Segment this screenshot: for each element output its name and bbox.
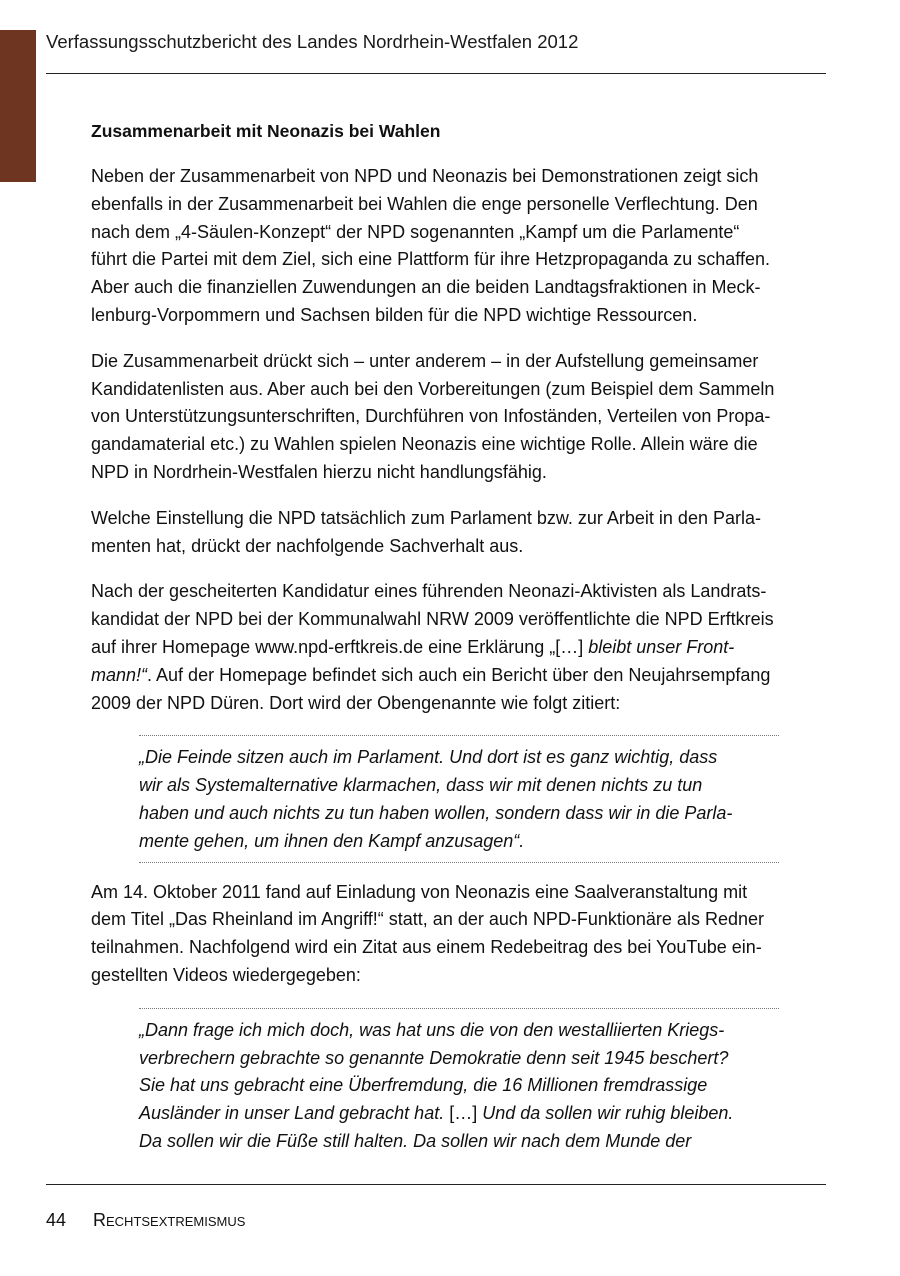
- block-quote-2: [139, 1008, 779, 1162]
- text-line: Die Zusammenarbeit drückt sich – unter anderem – in der Aufstellung gemeinsamer: [91, 350, 759, 371]
- text-line: führt die Partei mit dem Ziel, sich eine Plattform für ihre Hetzpropaganda zu schaffen.: [91, 249, 770, 270]
- text-line: teilnahmen. Nachfolgend wird ein Zitat aus einem Redebeitrag des bei YouTube ein-: [91, 937, 762, 958]
- text-line: von Unterstützungsunterschriften, Durchführen von Infoständen, Verteilen von Propa-: [91, 406, 771, 427]
- text-line: gandamaterial etc.) zu Wahlen spielen Neonazis eine wichtige Rolle. Allein wäre die: [91, 434, 758, 455]
- quote-line: haben und auch nichts zu tun haben wollen, sondern dass wir in die Parla-: [139, 802, 733, 823]
- paragraph-4: [91, 578, 831, 717]
- quote-line: wir als Systemalternative klarmachen, dass wir mit denen nichts zu tun: [139, 775, 703, 796]
- text-line: Nach der gescheiterten Kandidatur eines führenden Neonazi-Aktivisten als Landrats-: [91, 581, 767, 602]
- text-segment: Und da sollen wir ruhig bleiben.: [477, 1103, 734, 1124]
- block-quote-1: [139, 735, 779, 862]
- text-line: NPD in Nordrhein-Westfalen hierzu nicht handlungsfähig.: [91, 461, 547, 482]
- quote-line: Da sollen wir die Füße still halten. Da sollen wir nach dem Munde der: [139, 1130, 692, 1151]
- text-line: ebenfalls in der Zusammenarbeit bei Wahlen die enge personelle Verflechtung. Den: [91, 193, 758, 214]
- quote-line: mente gehen, um ihnen den Kampf anzusagen“.: [139, 830, 525, 851]
- text-line: Am 14. Oktober 2011 fand auf Einladung von Neonazis eine Saalveranstaltung mit: [91, 881, 748, 902]
- paragraph-3: [91, 505, 831, 561]
- quoted-phrase: mann!“: [91, 664, 148, 685]
- paragraph-5: [91, 879, 831, 990]
- section-heading: Zusammenarbeit mit Neonazis bei Wahlen: [91, 121, 441, 141]
- header-divider: [46, 73, 826, 74]
- text-line: Welche Einstellung die NPD tatsächlich zum Parlament bzw. zur Arbeit in den Parla-: [91, 507, 761, 528]
- page-content: [91, 117, 831, 1178]
- footer-section-label: Rechtsextremismus: [93, 1210, 246, 1230]
- quoted-phrase: bleibt unser Front-: [588, 636, 735, 657]
- text-line: nach dem „4-Säulen-Konzept“ der NPD sogenannten „Kampf um die Parlamente“: [91, 221, 740, 242]
- text-segment: Ausländer in unser Land gebracht hat.: [139, 1103, 450, 1124]
- omission-marker: […]: [449, 1103, 478, 1124]
- text-line: menten hat, drückt der nachfolgende Sachverhalt aus.: [91, 535, 524, 556]
- paragraph-1: [91, 163, 831, 330]
- quote-line: [139, 1100, 779, 1128]
- quote-line: Sie hat uns gebracht eine Überfremdung, die 16 Millionen fremdrassige: [139, 1075, 708, 1096]
- footer-divider: [46, 1184, 826, 1185]
- running-header-title: Verfassungsschutzbericht des Landes Nordrhein-Westfalen 2012: [46, 31, 579, 52]
- text-line: Neben der Zusammenarbeit von NPD und Neonazis bei Demonstrationen zeigt sich: [91, 166, 759, 186]
- text-line: 2009 der NPD Düren. Dort wird der Obengenannte wie folgt zitiert:: [91, 692, 621, 713]
- text-line: dem Titel „Das Rheinland im Angriff!“ statt, an der auch NPD-Funktionäre als Redner: [91, 909, 764, 930]
- text-line: Kandidatenlisten aus. Aber auch bei den Vorbereitungen (zum Beispiel dem Sammeln: [91, 378, 775, 399]
- paragraph-2: [91, 348, 831, 487]
- text-line: Aber auch die finanziellen Zuwendungen an die beiden Landtagsfraktionen in Meck-: [91, 277, 761, 298]
- text-line: lenburg-Vorpommern und Sachsen bilden für die NPD wichtige Ressourcen.: [91, 304, 698, 325]
- text-line: [91, 662, 831, 690]
- quote-line: „Dann frage ich mich doch, was hat uns die von den westalliierten Kriegs-: [139, 1019, 725, 1040]
- quote-line: „Die Feinde sitzen auch im Parlament. Und dort ist es ganz wichtig, dass: [139, 747, 718, 768]
- text-line: kandidat der NPD bei der Kommunalwahl NRW 2009 veröffentlichte die NPD Erftkreis: [91, 609, 774, 630]
- text-line: gestellten Videos wiedergegeben:: [91, 964, 361, 985]
- text-line: [91, 634, 831, 662]
- quote-line: verbrechern gebrachte so genannte Demokratie denn seit 1945 beschert?: [139, 1047, 729, 1068]
- chapter-color-bar: [0, 30, 36, 182]
- page-number: 44: [46, 1210, 67, 1230]
- text-segment: . Auf der Homepage befindet sich auch ein Bericht über den Neujahrsempfang: [147, 664, 771, 685]
- text-segment: auf ihrer Homepage www.npd-erftkreis.de eine Erklärung „[…]: [91, 636, 589, 657]
